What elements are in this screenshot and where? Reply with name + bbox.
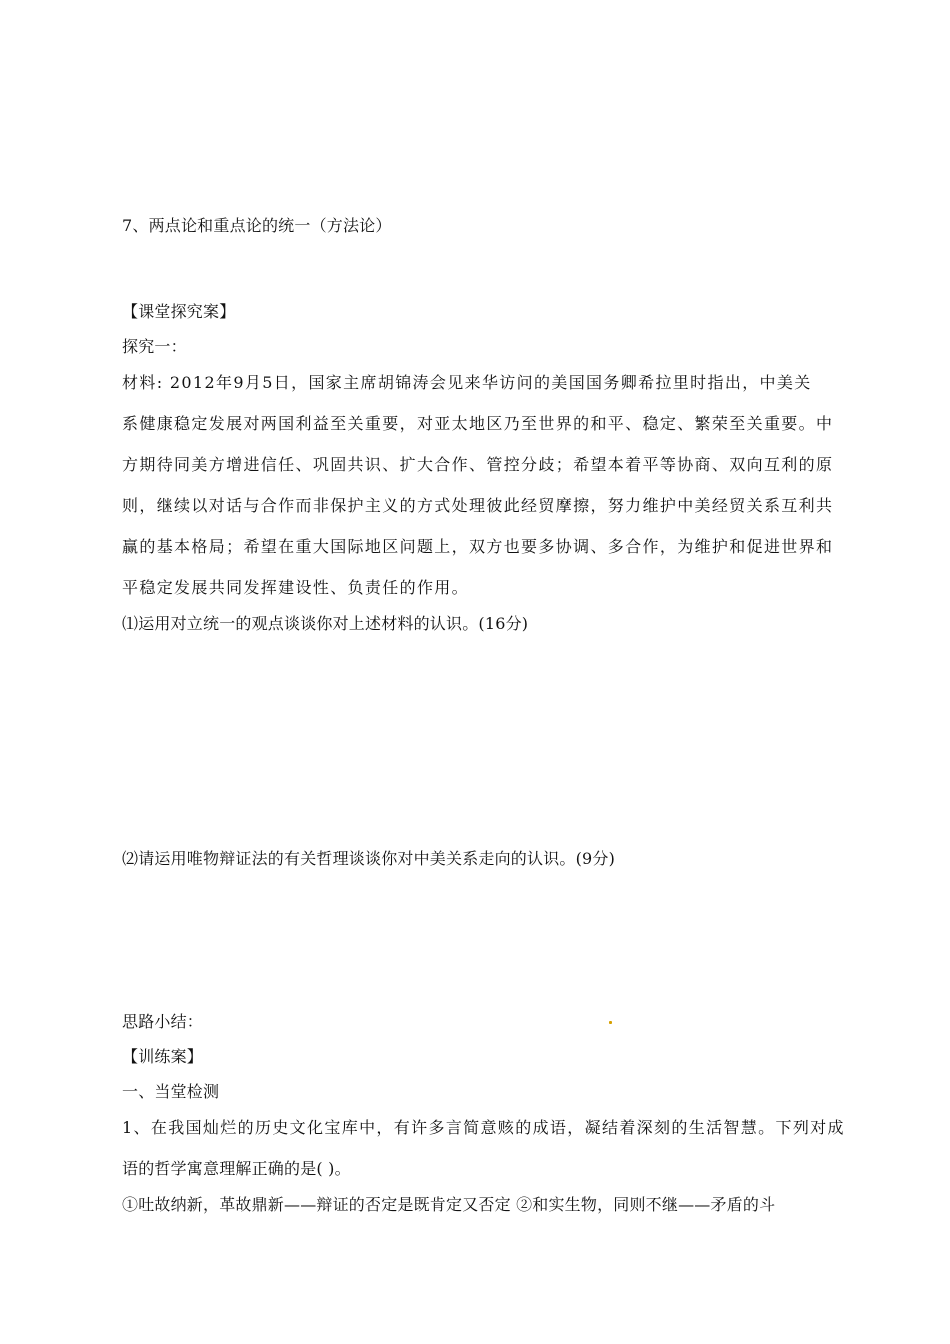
section7-heading: 7、两点论和重点论的统一（方法论） [122, 216, 392, 235]
material-line: 方期待同美方增进信任、巩固共识、扩大合作、管控分歧；希望本着平等协商、双向互利的原 [122, 455, 834, 474]
material-line: 赢的基本格局；希望在重大国际地区问题上，双方也要多协调、多合作，为维护和促进世界和 [122, 537, 834, 556]
classroom-heading: 【课堂探究案】 [122, 302, 236, 321]
stray-dot [609, 1021, 612, 1024]
material-line: 材料: 2012年9月5日，国家主席胡锦涛会见来华访问的美国国务卿希拉里时指出，中美关 [122, 373, 812, 392]
material-line: 平稳定发展共同发挥建设性、负责任的作用。 [122, 578, 470, 597]
training-heading: 【训练案】 [122, 1047, 204, 1066]
exercise-line: ①吐故纳新，革故鼎新——辩证的否定是既肯定又否定 ②和实生物，同则不继——矛盾的斗 [122, 1195, 776, 1214]
exercise-line: 1、在我国灿烂的历史文化宝库中，有许多言简意赅的成语，凝结着深刻的生活智慧。下列对成 [122, 1118, 845, 1137]
explore-one-label: 探究一： [122, 337, 187, 356]
material-line: 系健康稳定发展对两国利益至关重要，对亚太地区乃至世界的和平、稳定、繁荣至关重要。中 [122, 414, 834, 433]
part-one-heading: 一、当堂检测 [122, 1082, 220, 1101]
summary-label: 思路小结： [122, 1012, 204, 1031]
question-1: ⑴运用对立统一的观点谈谈你对上述材料的认识。(16分) [122, 614, 529, 633]
exercise-line: 语的哲学寓意理解正确的是( )。 [122, 1159, 351, 1178]
material-line: 则，继续以对话与合作而非保护主义的方式处理彼此经贸摩擦，努力维护中美经贸关系互利共 [122, 496, 834, 515]
question-2: ⑵请运用唯物辩证法的有关哲理谈谈你对中美关系走向的认识。(9分) [122, 849, 616, 868]
